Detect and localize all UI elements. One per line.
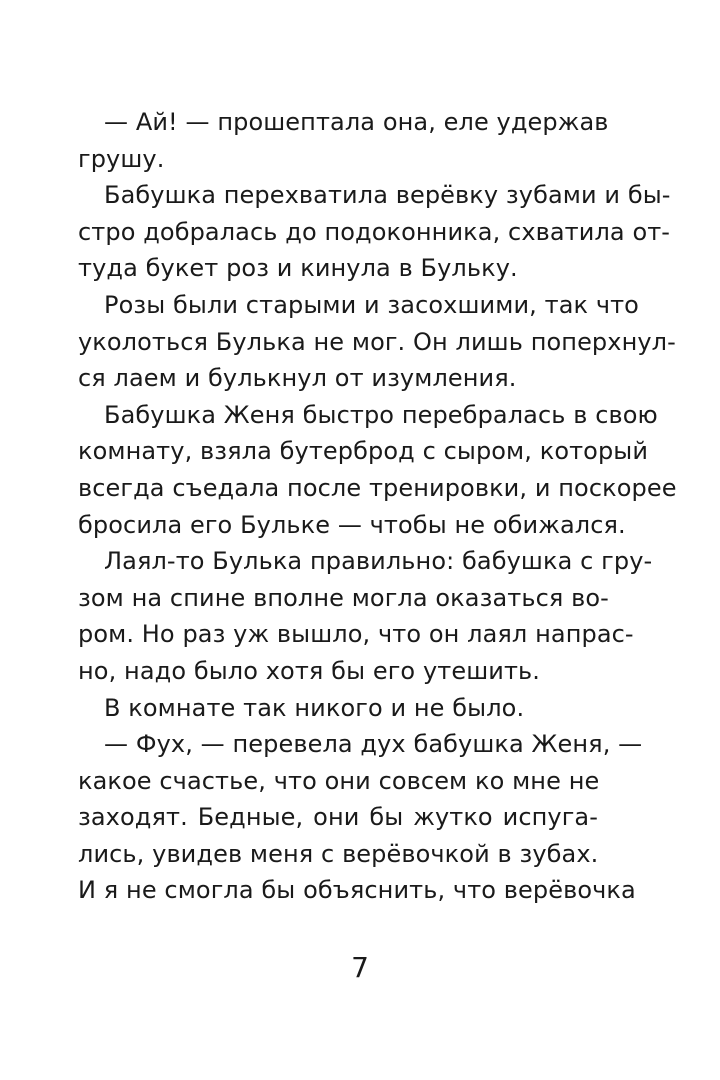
text-line: туда букет роз и кинула в Бульку. — [78, 254, 518, 283]
text-line: ся лаем и булькнул от изумления. — [78, 364, 517, 393]
body-text — [78, 104, 677, 909]
text-line: зом на спине вполне могла оказаться во- — [78, 583, 609, 612]
text-line: но, надо было хотя бы его утешить. — [78, 656, 541, 685]
text-line: Бабушка перехватила верёвку зубами и бы- — [104, 181, 671, 210]
text-line: — Фух, — перевела дух бабушка Женя, — — [104, 730, 643, 759]
text-line: заходят. Бедные, они бы жутко испуга- — [78, 803, 598, 832]
text-line: — Ай! — прошептала она, еле удержав — [104, 108, 609, 136]
text-line: уколоться Булька не мог. Он лишь поперхнул- — [78, 327, 676, 356]
text-line: Лаял-то Булька правильно: бабушка с гру- — [104, 547, 653, 576]
text-line: комнату, взяла бутерброд с сыром, который — [78, 437, 649, 466]
text-line: лись, увидев меня с верёвочкой в зубах. — [78, 839, 599, 868]
page-number: 7 — [351, 951, 369, 984]
text-line: В комнате так никого и не было. — [104, 693, 525, 722]
text-line: всегда съедала после тренировки, и поскорее — [78, 473, 677, 502]
text-line: бросила его Бульке — чтобы не обижался. — [78, 510, 626, 539]
text-line: Розы были старыми и засохшими, так что — [104, 290, 639, 319]
text-line: Бабушка Женя быстро перебралась в свою — [104, 400, 658, 429]
text-line: грушу. — [78, 144, 165, 173]
text-line: ром. Но раз уж вышло, что он лаял напрас- — [78, 620, 634, 649]
text-line: стро добралась до подоконника, схватила от- — [78, 217, 671, 246]
text-line: какое счастье, что они совсем ко мне не — [78, 766, 600, 795]
text-line: И я не смогла бы объяснить, что верёвочка — [78, 876, 636, 905]
